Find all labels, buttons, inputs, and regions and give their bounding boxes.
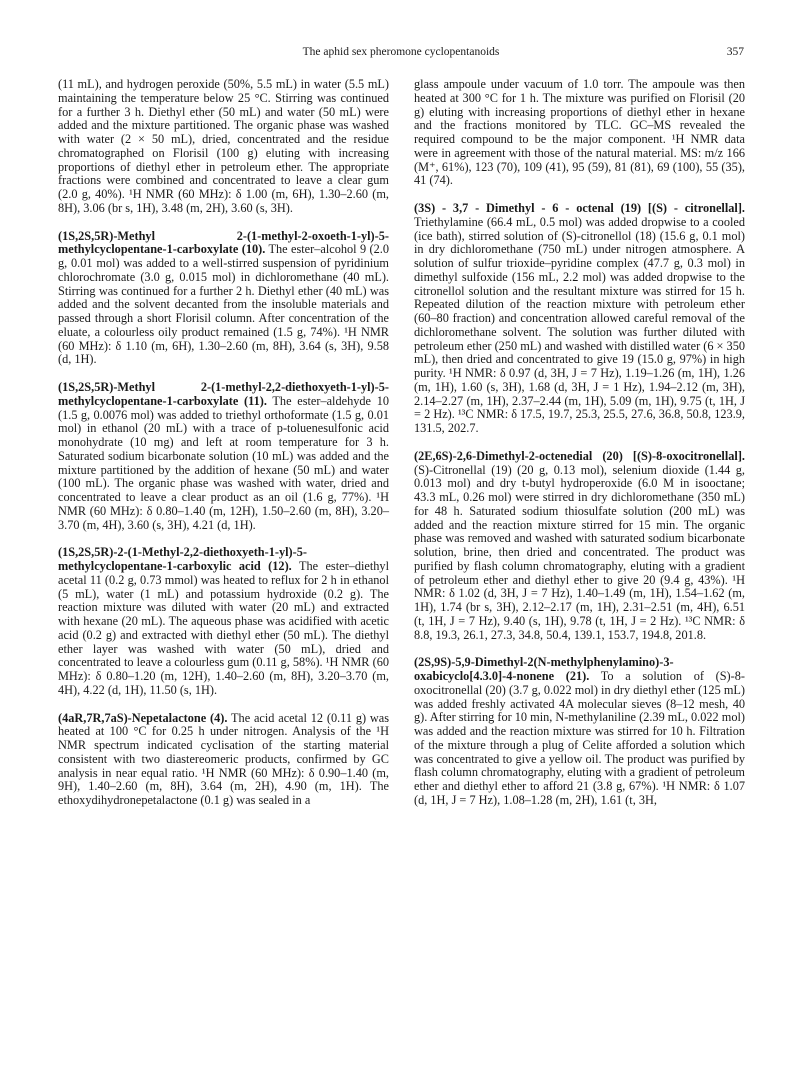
right-column bbox=[414, 78, 745, 808]
running-title: The aphid sex pheromone cyclopentanoids bbox=[302, 46, 500, 58]
compound-heading: (4aR,7R,7aS)-Nepetalactone (4). bbox=[58, 710, 228, 725]
compound-heading: (1S,2S,5R)-Methyl 2-(1-methyl-2-oxoeth-1-yl)-5-methylcyclopentane-1-carboxylate (10). bbox=[58, 228, 389, 257]
paragraph-text: To a solution of (S)-8-oxocitronellal (20) (3.7 g, 0.022 mol) in dry diethyl ether (125 mL) was added freshly activated 4A molecular sieves (8–12 mesh, 40 g). After stirring for 10 min, N-methylaniline (2.39 mL, 0.022 mol) was added and the reaction mixture was stirred for 10 h. Filtration of the mixture through a plug of Celite afforded a solution which was concentrated to give a yellow oil. The product was purified by flash column chromatography, eluting with a gradient of petroleum ether and diethyl ether to afford 21 (3.8 g, 67%). ¹H NMR: δ 1.07 (d, 1H, J = 7 Hz), 1.08–1.28 (m, 2H), 1.61 (t, 3H, bbox=[414, 669, 745, 807]
page-number: 357 bbox=[726, 46, 744, 58]
paragraph-text: The acid acetal 12 (0.11 g) was heated at 100 °C for 0.25 h under nitrogen. Analysis of the ¹H NMR spectrum indicated cyclisation of the starting material consistent with two diastereomeric products, confirmed by GC analysis in near equal ratio. ¹H NMR (60 MHz): δ 0.90–1.40 (m, 9H), 1.40–2.60 (m, 8H), 3.64 (m, 2H), 4.90 (m, 1H). The ethoxydihydronepetalactone (0.1 g) was sealed in a bbox=[58, 710, 389, 807]
compound-heading: (2E,6S)-2,6-Dimethyl-2-octenedial (20) [(S)-8-oxocitronellal]. bbox=[414, 448, 745, 463]
paragraph-compound-20 bbox=[414, 450, 745, 643]
paragraph-continued bbox=[58, 78, 389, 216]
paragraph-text: Triethylamine (66.4 mL, 0.5 mol) was added dropwise to a cooled (ice bath), stirred solution of (S)-citronellol (18) (15.6 g, 0.1 mol) in dry dichloromethane (750 mL) under nitrogen atmosphere. A solution of sulfur trioxide–pyridine complex (47.7 g, 0.3 mol) in dimethyl sulfoxide (156 mL, 2.2 mol) was added dropwise to the citronellol solution and the resultant mixture was stirred for 15 h. Repeated dilution of the reaction mixture with petroleum ether (60–80 fraction) and concentration allowed careful removal of the dichloromethane solvent. The solution was further diluted with petroleum ether (250 mL) and washed with distilled water (6 × 350 mL), then dried and concentrated to give 19 (15.0 g, 97%) in high purity. ¹H NMR: δ 0.97 (d, 3H, J = 7 Hz), 1.19–1.26 (m, 1H), 1.26 (m, 1H), 1.60 (s, 3H), 1.68 (d, 3H, J = 1 Hz), 1.94–2.12 (m, 3H), 2.14–2.27 (m, 1H), 2.37–2.44 (m, 1H), 5.09 (m, 1H), 9.75 (t, 1H, J = 2 Hz). ¹³C NMR: δ 17.5, 19.7, 25.3, 25.5, 27.6, 36.8, 50.8, 123.9, 131.5, 202.7. bbox=[414, 214, 746, 435]
paragraph-compound-19 bbox=[414, 202, 745, 436]
compound-heading: (2S,9S)-5,9-Dimethyl-2(N-methylphenylamino)-3-oxabicyclo[4.3.0]-4-nonene (21). bbox=[414, 655, 674, 683]
paragraph-compound-10 bbox=[58, 230, 389, 368]
paragraph-compound-4 bbox=[58, 712, 389, 808]
paragraph-text: The ester–diethyl acetal 11 (0.2 g, 0.73 mmol) was heated to reflux for 2 h in ethanol (5 mL), water (1 mL) and potassium hydroxide (0.2 g). The reaction mixture was diluted with water (20 mL) and extracted with hexane (20 mL). The aqueous phase was acidified with acetic acid (0.2 g) and extracted with diethyl ether (50 mL). The diethyl ether layer was washed with water (50 mL), dried and concentrated to leave a colourless gum (0.11 g, 58%). ¹H NMR (60 MHz): δ 0.80–1.20 (m, 12H), 1.40–2.60 (m, 8H), 3.20–3.70 (m, 4H), 4.22 (d, 1H), 11.50 (s, 1H). bbox=[58, 559, 389, 697]
left-column bbox=[58, 78, 389, 808]
compound-heading: (1S,2S,5R)-2-(1-Methyl-2,2-diethoxyeth-1-yl)-5-methylcyclopentane-1-carboxylic acid (12). bbox=[58, 545, 307, 573]
compound-heading: (1S,2S,5R)-Methyl 2-(1-methyl-2,2-diethoxyeth-1-yl)-5-methylcyclopentane-1-carboxylate (11). bbox=[58, 380, 389, 408]
paragraph-text: glass ampoule under vacuum of 1.0 torr. The ampoule was then heated at 300 °C for 1 h. The mixture was purified on Florisil (20 g) eluting with increasing proportions of diethyl ether in hexane and the fractions monitored by TLC. GC–MS revealed the required compound to be the major component. ¹H NMR data were in agreement with those of the natural material. MS: m/z 166 (M⁺, 61%), 123 (70), 109 (41), 95 (59), 81 (81), 69 (100), 55 (35), 41 (74). bbox=[414, 77, 745, 188]
paragraph-compound-11 bbox=[58, 381, 389, 532]
paragraph-compound-21 bbox=[414, 656, 745, 807]
running-head bbox=[58, 46, 744, 62]
paragraph-continued bbox=[414, 78, 745, 188]
paragraph-text: The ester–aldehyde 10 (1.5 g, 0.0076 mol) was added to triethyl orthoformate (1.5 g, 0.01 mol) in ethanol (20 mL) with a trace of p-toluenesulfonic acid monohydrate (10 mg) and left at room temperature for 3 h. Saturated sodium bicarbonate solution (10 mL) was added and the mixture partitioned by the addition of hexane (50 mL) and water (100 mL). The organic phase was washed with water, dried and concentrated to leave a clear product as an oil (1.6 g, 77%). ¹H NMR (60 MHz): δ 0.80–1.40 (m, 12H), 1.50–2.60 (m, 8H), 3.20–3.70 (m, 4H), 3.60 (s, 3H), 4.21 (d, 1H). bbox=[58, 393, 389, 532]
paragraph-text: (S)-Citronellal (19) (20 g, 0.13 mol), selenium dioxide (1.44 g, 0.013 mol) and dry t-butyl hydroperoxide (6.0 M in isooctane; 43.3 mL, 0.26 mol) were stirred in dry dichloromethane (350 mL) for 48 h. Saturated sodium thiosulfate solution (200 mL) was added and the reaction mixture stirred for 15 min. The organic phase was removed and washed with saturated sodium bicarbonate solution, brine, then dried and concentrated. The product was purified by flash column chromatography, eluting with a gradient of petroleum ether and diethyl ether to give 20 (9.4 g, 43%). ¹H NMR: δ 1.02 (d, 3H, J = 7 Hz), 1.40–1.49 (m, 1H), 1.54–1.62 (m, 1H), 1.74 (br s, 3H), 2.12–2.17 (m, 1H), 2.31–2.51 (m, 4H), 6.51 (t, 1H, J = 7 Hz), 9.40 (s, 1H), 9.78 (t, 1H, J = 2 Hz). ¹³C NMR: δ 8.8, 19.3, 26.1, 27.3, 34.8, 50.4, 139.1, 153.7, 194.8, 201.8. bbox=[414, 462, 745, 642]
paragraph-text: (11 mL), and hydrogen peroxide (50%, 5.5 mL) in water (5.5 mL) maintaining the temperature below 25 °C. Stirring was continued for a further 3 h. Diethyl ether (50 mL) and water (50 mL) were added and the mixture partitioned. The organic phase was washed with water (2 × 50 mL), dried, concentrated and the residue chromatographed on Florisil (100 g) eluting with increasing proportions of diethyl ether in petroleum ether. The appropriate fractions were combined and concentrated to leave a clear gum (2.0 g, 40%). ¹H NMR (60 MHz): δ 1.00 (m, 6H), 1.30–2.60 (m, 8H), 3.06 (br s, 1H), 3.48 (m, 2H), 3.60 (s, 3H). bbox=[58, 77, 389, 215]
paragraph-compound-12 bbox=[58, 546, 389, 697]
paragraph-text: The ester–alcohol 9 (2.0 g, 0.01 mol) was added to a well-stirred suspension of pyridinium chlorochromate (3.0 g, 0.015 mol) in dichloromethane (40 mL). Stirring was continued for a further 2 h. Diethyl ether (40 mL) was added and the solvent decanted from the insoluble materials and passed through a short Florisil column. After concentration of the eluate, a colourless oily product remained (1.5 g, 74%). ¹H NMR (60 MHz): δ 1.10 (m, 6H), 1.30–2.60 (m, 8H), 3.64 (s, 3H), 9.58 (d, 1H). bbox=[58, 242, 389, 367]
compound-heading: (3S) - 3,7 - Dimethyl - 6 - octenal (19) [(S) - citronellal]. bbox=[414, 201, 745, 215]
